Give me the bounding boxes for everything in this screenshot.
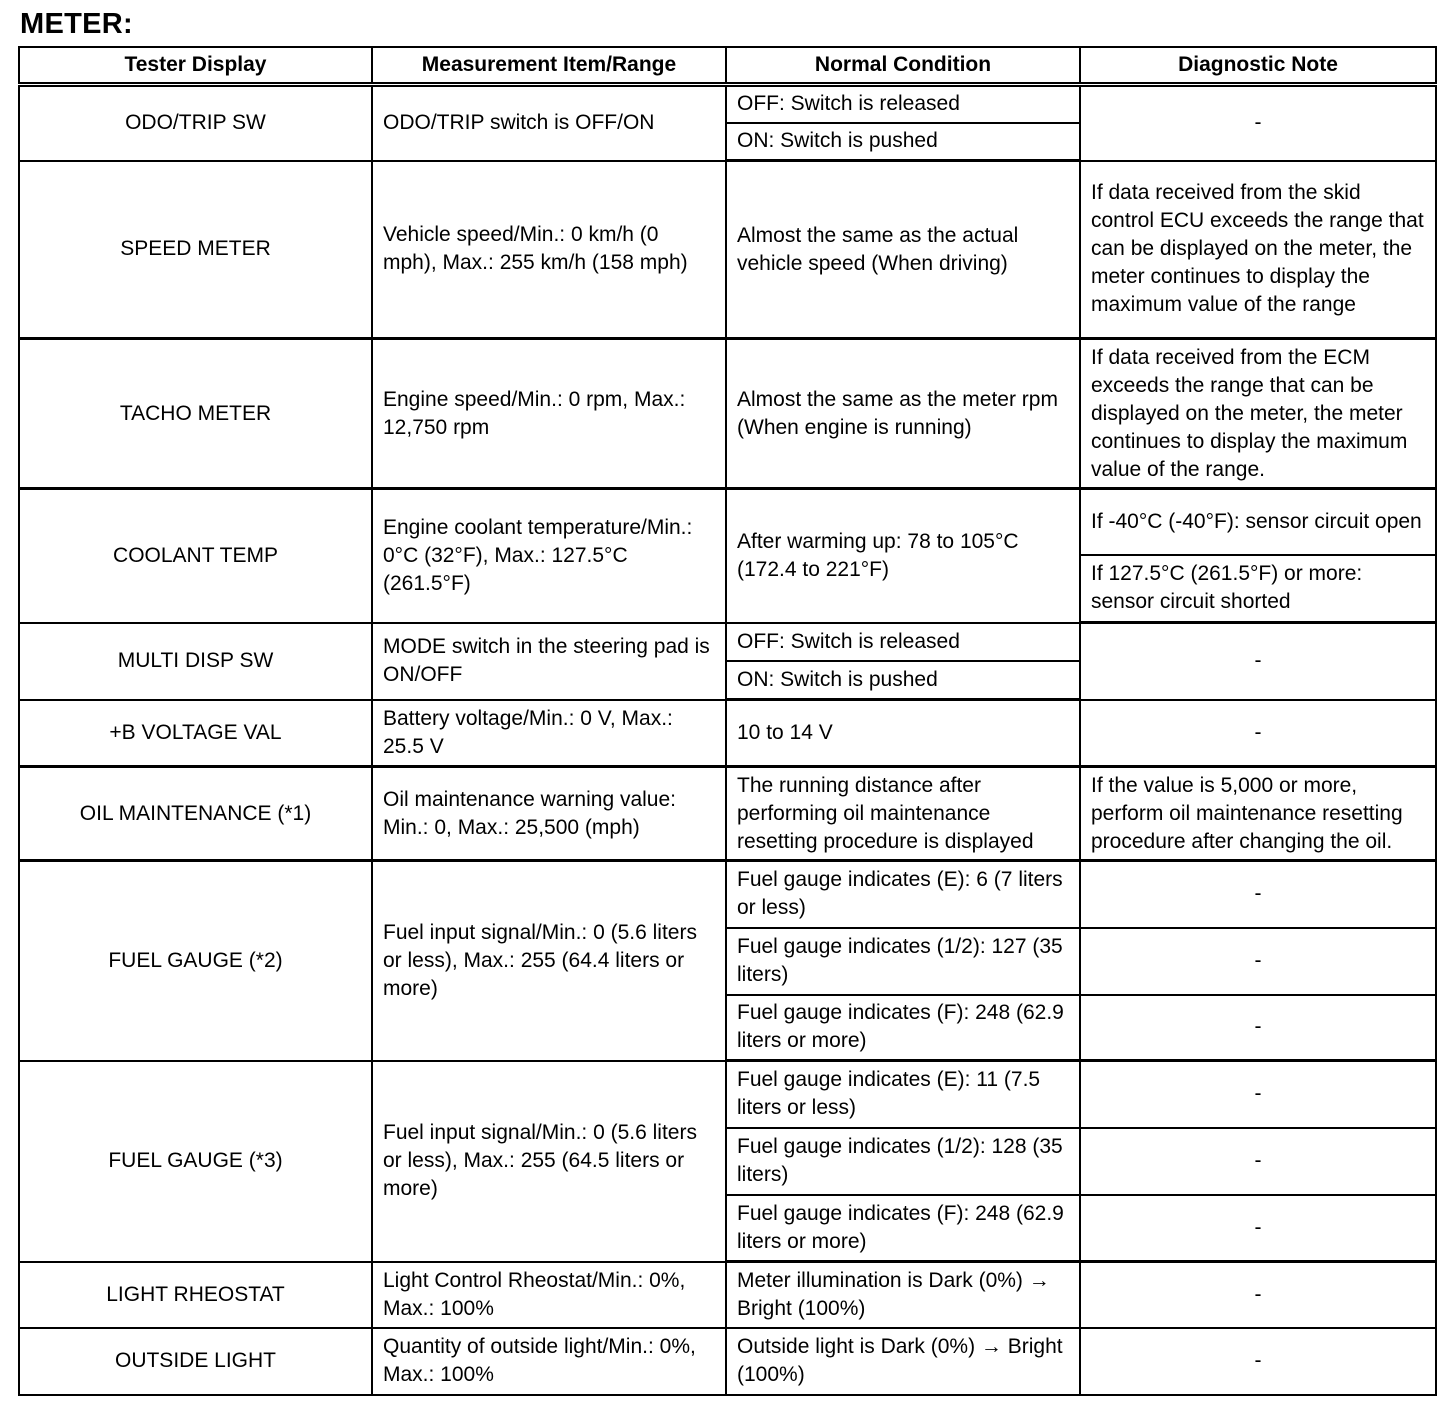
table-header-row [19, 47, 1436, 85]
normal-condition-cell: Meter illumination is Dark (0%) → Bright (100%) [726, 1262, 1080, 1328]
tester-display-cell: OIL MAINTENANCE (*1) [19, 767, 372, 861]
normal-condition-cell: Fuel gauge indicates (E): 11 (7.5 liters or less) [726, 1061, 1080, 1128]
normal-condition-cell: Outside light is Dark (0%) → Bright (100%) [726, 1328, 1080, 1395]
diagnostic-note-cell: - [1080, 995, 1436, 1061]
tester-display-cell: FUEL GAUGE (*3) [19, 1061, 372, 1262]
table-row [19, 161, 1436, 339]
table-row [19, 767, 1436, 861]
normal-condition-cell: ON: Switch is pushed [726, 123, 1080, 161]
measurement-cell: Oil maintenance warning value: Min.: 0, Max.: 25,500 (mph) [372, 767, 726, 861]
header-tester-display: Tester Display [19, 47, 372, 85]
header-measurement-item: Measurement Item/Range [372, 47, 726, 85]
table-row [19, 861, 1436, 928]
normal-condition-cell: 10 to 14 V [726, 700, 1080, 767]
normal-condition-cell: Fuel gauge indicates (F): 248 (62.9 liters or more) [726, 995, 1080, 1061]
diagnostic-note-cell: - [1080, 928, 1436, 995]
table-row [19, 339, 1436, 489]
diagnostic-note-cell: - [1080, 1061, 1436, 1128]
diagnostic-note-cell: - [1080, 1195, 1436, 1262]
diagnostic-note-cell: If data received from the ECM exceeds the range that can be displayed on the meter, the meter continues to display the maximum value of the range. [1080, 339, 1436, 489]
normal-condition-cell: OFF: Switch is released [726, 623, 1080, 661]
normal-condition-cell: After warming up: 78 to 105°C (172.4 to 221°F) [726, 489, 1080, 623]
table-row [19, 623, 1436, 661]
tester-display-cell: ODO/TRIP SW [19, 85, 372, 161]
diagnostic-note-cell: - [1080, 861, 1436, 928]
measurement-cell: MODE switch in the steering pad is ON/OFF [372, 623, 726, 700]
diagnostic-note-cell: - [1080, 1128, 1436, 1195]
table-row [19, 700, 1436, 767]
normal-condition-cell: ON: Switch is pushed [726, 661, 1080, 700]
diagnostic-note-cell: - [1080, 1262, 1436, 1328]
normal-condition-cell: OFF: Switch is released [726, 85, 1080, 123]
diagnostic-note-cell: - [1080, 700, 1436, 767]
tester-display-cell: TACHO METER [19, 339, 372, 489]
normal-condition-cell: Almost the same as the actual vehicle speed (When driving) [726, 161, 1080, 339]
diagnostic-note-cell: - [1080, 623, 1436, 700]
tester-display-cell: +B VOLTAGE VAL [19, 700, 372, 767]
tester-display-cell: COOLANT TEMP [19, 489, 372, 623]
measurement-cell: Battery voltage/Min.: 0 V, Max.: 25.5 V [372, 700, 726, 767]
header-normal-condition: Normal Condition [726, 47, 1080, 85]
table-row [19, 1262, 1436, 1328]
diagnostic-note-cell: If the value is 5,000 or more, perform oil maintenance resetting procedure after changing the oil. [1080, 767, 1436, 861]
measurement-cell: ODO/TRIP switch is OFF/ON [372, 85, 726, 161]
diagnostic-note-cell: - [1080, 1328, 1436, 1395]
normal-condition-cell: The running distance after performing oil maintenance resetting procedure is displayed [726, 767, 1080, 861]
diagnostic-note-cell: - [1080, 85, 1436, 161]
page-title: METER: [20, 8, 133, 40]
normal-condition-cell: Fuel gauge indicates (1/2): 127 (35 liters) [726, 928, 1080, 995]
measurement-cell: Engine speed/Min.: 0 rpm, Max.: 12,750 rpm [372, 339, 726, 489]
measurement-cell: Fuel input signal/Min.: 0 (5.6 liters or less), Max.: 255 (64.5 liters or more) [372, 1061, 726, 1262]
table-row [19, 85, 1436, 123]
table-row [19, 1328, 1436, 1395]
measurement-cell: Engine coolant temperature/Min.: 0°C (32°F), Max.: 127.5°C (261.5°F) [372, 489, 726, 623]
meter-data-table [18, 46, 1437, 1396]
tester-display-cell: LIGHT RHEOSTAT [19, 1262, 372, 1328]
measurement-cell: Quantity of outside light/Min.: 0%, Max.: 100% [372, 1328, 726, 1395]
normal-condition-cell: Fuel gauge indicates (1/2): 128 (35 liters) [726, 1128, 1080, 1195]
diagnostic-note-cell: If 127.5°C (261.5°F) or more: sensor circuit shorted [1080, 555, 1436, 623]
diagnostic-note-cell: If data received from the skid control ECU exceeds the range that can be displayed on the meter, the meter continues to display the maximum value of the range [1080, 161, 1436, 339]
diagnostic-note-cell: If -40°C (-40°F): sensor circuit open [1080, 489, 1436, 555]
tester-display-cell: SPEED METER [19, 161, 372, 339]
tester-display-cell: FUEL GAUGE (*2) [19, 861, 372, 1061]
table-row [19, 489, 1436, 555]
tester-display-cell: MULTI DISP SW [19, 623, 372, 700]
measurement-cell: Fuel input signal/Min.: 0 (5.6 liters or less), Max.: 255 (64.4 liters or more) [372, 861, 726, 1061]
table-row [19, 1061, 1436, 1128]
normal-condition-cell: Fuel gauge indicates (F): 248 (62.9 liters or more) [726, 1195, 1080, 1262]
normal-condition-cell: Fuel gauge indicates (E): 6 (7 liters or less) [726, 861, 1080, 928]
measurement-cell: Vehicle speed/Min.: 0 km/h (0 mph), Max.: 255 km/h (158 mph) [372, 161, 726, 339]
header-diagnostic-note: Diagnostic Note [1080, 47, 1436, 85]
measurement-cell: Light Control Rheostat/Min.: 0%, Max.: 100% [372, 1262, 726, 1328]
normal-condition-cell: Almost the same as the meter rpm (When engine is running) [726, 339, 1080, 489]
tester-display-cell: OUTSIDE LIGHT [19, 1328, 372, 1395]
